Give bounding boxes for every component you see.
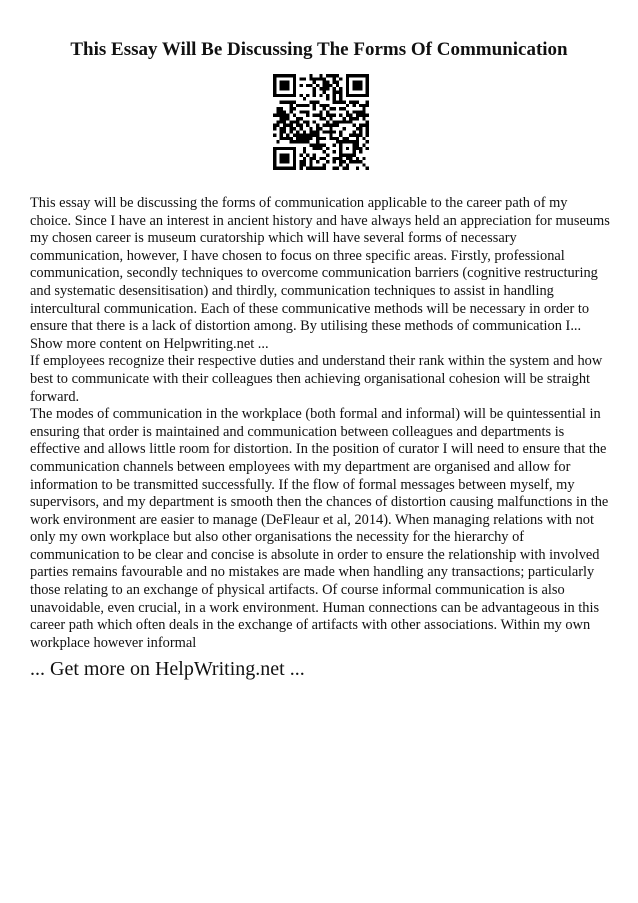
qr-code-icon xyxy=(273,74,369,170)
essay-paragraph-intro: This essay will be discussing the forms of communication applicable to the career path of my choice. Since I have an interest in ancient history and have always held an appreciation for museums my chosen career is museum curatorship which will have several forms of necessary communication, however, I have chosen to focus on three specific areas. Firstly, professional communication, secondly techniques to overcome communication barriers (cognitive restructuring and systematic desensitisation) and thirdly, communication techniques to assist in handling intercultural communication. Each of these communicative methods will be necessary in order to ensure that there is a lack of distortion among. By utilising these methods of communication I... xyxy=(30,195,610,335)
essay-paragraph: The modes of communication in the workplace (both formal and informal) will be quintessential in ensuring that order is maintained and communication between colleagues and departments is effective and allows little room for distortion. In the position of curator I will need to ensure that the communication channels between employees with my department are organised and allow for information to be transmitted successfully. If the flow of formal messages between myself, my supervisors, and my department is smooth then the chances of distortion causing malfunctions in the work environment are easier to manage (DeFleaur et al, 2014). When managing relations with not only my own workplace but also other organisations the necessity for the hierarchy of communication to be clear and concise is absolute in order to ensure the relationship with involved parties remains favourable and no mistakes are made when handling any transactions; particularly those relating to an exchange of physical artifacts. Of course informal communication is also unavoidable, even crucial, in a work environment. Human connections can be advantageous in this career path which often deals in the exchange of artifacts with other associations. Within my own workplace however informal xyxy=(30,406,609,651)
essay-paragraph: If employees recognize their respective duties and understand their rank within the system and how best to communicate with their colleagues then achieving organisational cohesion will be straight forward. xyxy=(30,353,603,405)
show-more-link[interactable]: Show more content on Helpwriting.net ... xyxy=(30,335,269,352)
page-title: This Essay Will Be Discussing The Forms Of Communication xyxy=(70,39,568,60)
essay-body xyxy=(30,195,610,652)
get-more-link[interactable]: ... Get more on HelpWriting.net ... xyxy=(30,658,305,680)
